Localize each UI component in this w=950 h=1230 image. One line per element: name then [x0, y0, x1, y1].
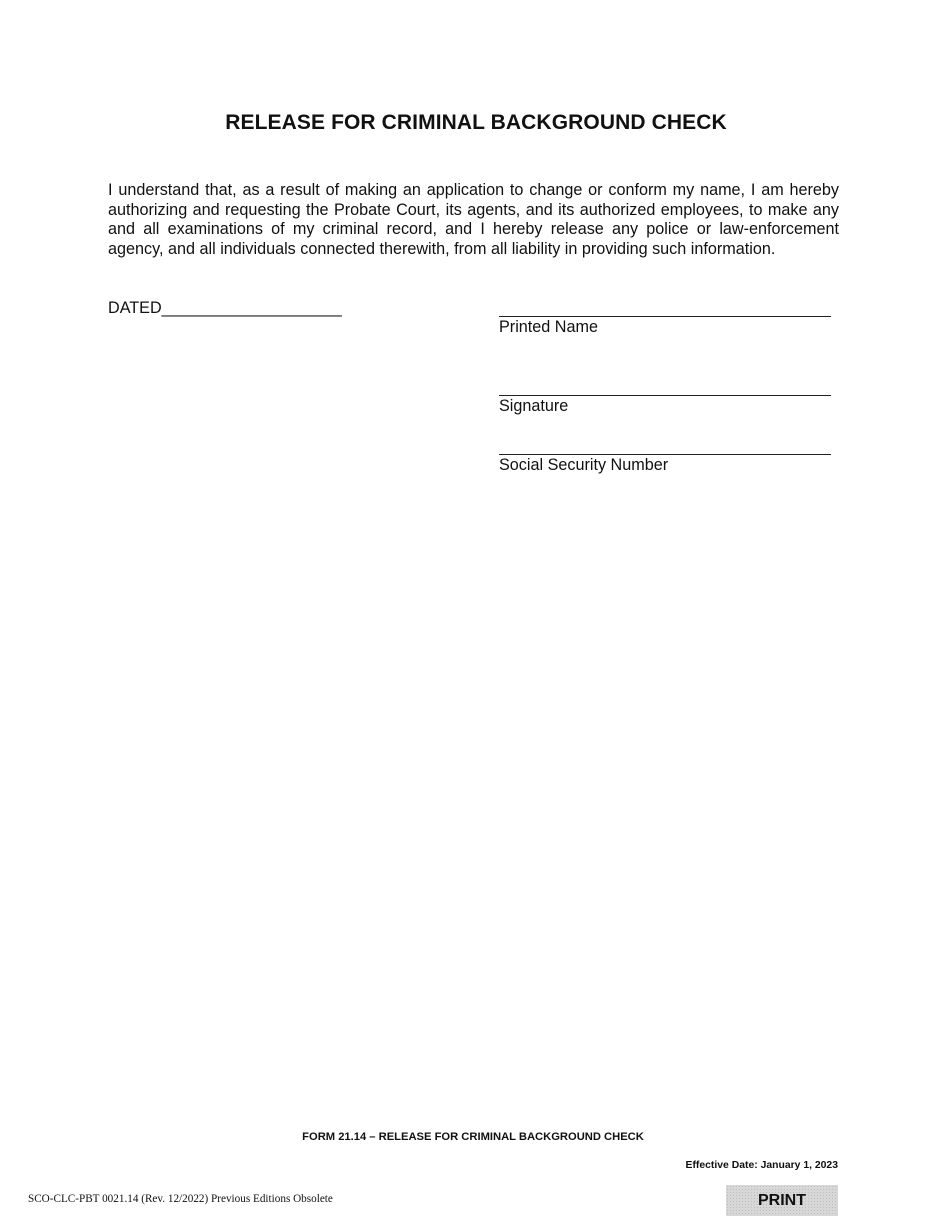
- footer-form-title: FORM 21.14 – RELEASE FOR CRIMINAL BACKGROUND CHECK: [302, 1131, 644, 1143]
- signature-field[interactable]: [499, 395, 831, 416]
- print-button[interactable]: PRINT: [726, 1185, 838, 1216]
- release-statement: I understand that, as a result of making an application to change or conform my name, I am hereby authorizing and requesting the Probate Court, its agents, and its authorized employees, to make any and all examinations of my criminal record, and I hereby release any police or law-enforcement agency, and all individuals connected therewith, from all liability in providing such information.: [108, 181, 839, 259]
- signature-label: Signature: [499, 397, 569, 415]
- signature-line[interactable]: [499, 395, 831, 396]
- printed-name-line[interactable]: [499, 316, 831, 317]
- ssn-label: Social Security Number: [499, 456, 669, 474]
- dated-field[interactable]: DATED____________________: [108, 299, 342, 317]
- printed-name-field[interactable]: [499, 316, 831, 337]
- document-title: RELEASE FOR CRIMINAL BACKGROUND CHECK: [225, 111, 727, 134]
- printed-name-label: Printed Name: [499, 318, 598, 336]
- form-identifier: SCO-CLC-PBT 0021.14 (Rev. 12/2022) Previous Editions Obsolete: [28, 1193, 333, 1205]
- ssn-field[interactable]: [499, 454, 831, 475]
- ssn-line[interactable]: [499, 454, 831, 455]
- effective-date: Effective Date: January 1, 2023: [685, 1160, 838, 1171]
